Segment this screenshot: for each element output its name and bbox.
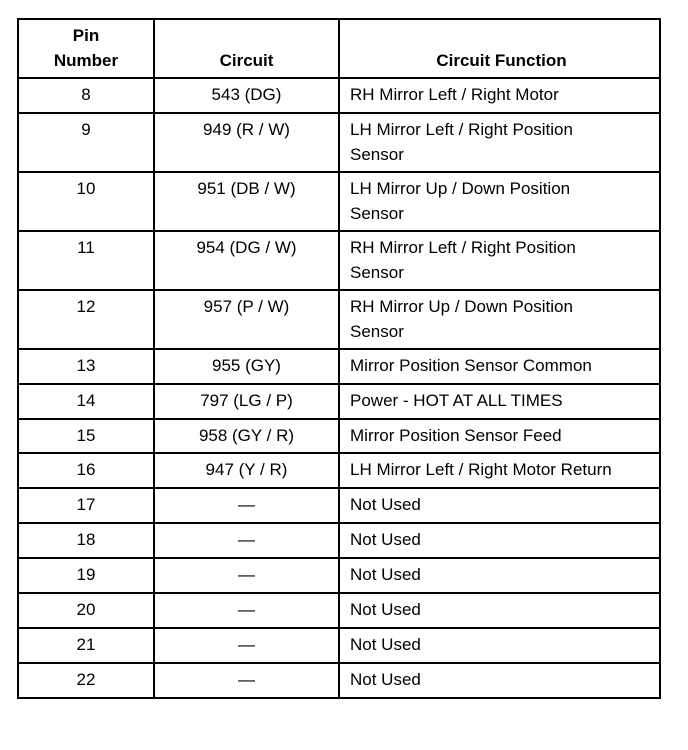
circuit-cell: — [154, 628, 339, 663]
header-circuit-function: Circuit Function [339, 19, 660, 78]
pin-cell: 22 [18, 663, 154, 698]
circuit-cell: 797 (LG / P) [154, 384, 339, 419]
pin-cell: 20 [18, 593, 154, 628]
pin-cell: 8 [18, 78, 154, 113]
pin-cell: 21 [18, 628, 154, 663]
circuit-cell: 955 (GY) [154, 349, 339, 384]
function-cell: RH Mirror Up / Down Position Sensor [339, 290, 660, 349]
function-cell: Mirror Position Sensor Common [339, 349, 660, 384]
function-cell: Not Used [339, 593, 660, 628]
circuit-cell: — [154, 593, 339, 628]
circuit-cell: — [154, 558, 339, 593]
circuit-cell: — [154, 663, 339, 698]
pin-cell: 13 [18, 349, 154, 384]
header-pin-line2: Number [53, 51, 119, 70]
pin-cell: 15 [18, 419, 154, 453]
circuit-cell: 957 (P / W) [154, 290, 339, 349]
pin-cell: 10 [18, 172, 154, 231]
table-row [18, 558, 660, 593]
function-cell: Not Used [339, 663, 660, 698]
table-row [18, 290, 660, 349]
function-cell: RH Mirror Left / Right Position Sensor [339, 231, 660, 290]
header-pin-line1: Pin [72, 26, 100, 45]
table-row [18, 488, 660, 523]
pin-cell: 16 [18, 453, 154, 488]
table-row [18, 172, 660, 231]
circuit-cell: 947 (Y / R) [154, 453, 339, 488]
table-row [18, 453, 660, 488]
pin-cell: 19 [18, 558, 154, 593]
circuit-cell: — [154, 488, 339, 523]
function-cell: LH Mirror Left / Right Motor Return [339, 453, 660, 488]
table-row [18, 628, 660, 663]
circuit-cell: 949 (R / W) [154, 113, 339, 172]
function-cell: Mirror Position Sensor Feed [339, 419, 660, 453]
pin-cell: 18 [18, 523, 154, 558]
table-row [18, 231, 660, 290]
table-row [18, 523, 660, 558]
table-row [18, 419, 660, 453]
pin-cell: 12 [18, 290, 154, 349]
table-row [18, 113, 660, 172]
circuit-cell: 954 (DG / W) [154, 231, 339, 290]
function-cell: Not Used [339, 558, 660, 593]
function-cell: LH Mirror Left / Right Position Sensor [339, 113, 660, 172]
function-cell: LH Mirror Up / Down Position Sensor [339, 172, 660, 231]
pin-cell: 17 [18, 488, 154, 523]
circuit-cell: 958 (GY / R) [154, 419, 339, 453]
header-circuit: Circuit [154, 19, 339, 78]
header-pin-number [18, 19, 154, 78]
circuit-cell: 951 (DB / W) [154, 172, 339, 231]
circuit-cell: — [154, 523, 339, 558]
table-row [18, 593, 660, 628]
pin-cell: 9 [18, 113, 154, 172]
table-row [18, 349, 660, 384]
table-header-row [18, 19, 660, 78]
table-row [18, 384, 660, 419]
function-cell: Power - HOT AT ALL TIMES [339, 384, 660, 419]
table-row [18, 663, 660, 698]
function-cell: Not Used [339, 628, 660, 663]
function-cell: RH Mirror Left / Right Motor [339, 78, 660, 113]
table-row [18, 78, 660, 113]
function-cell: Not Used [339, 523, 660, 558]
pin-circuit-table [17, 18, 661, 699]
pin-cell: 14 [18, 384, 154, 419]
circuit-cell: 543 (DG) [154, 78, 339, 113]
pin-cell: 11 [18, 231, 154, 290]
function-cell: Not Used [339, 488, 660, 523]
